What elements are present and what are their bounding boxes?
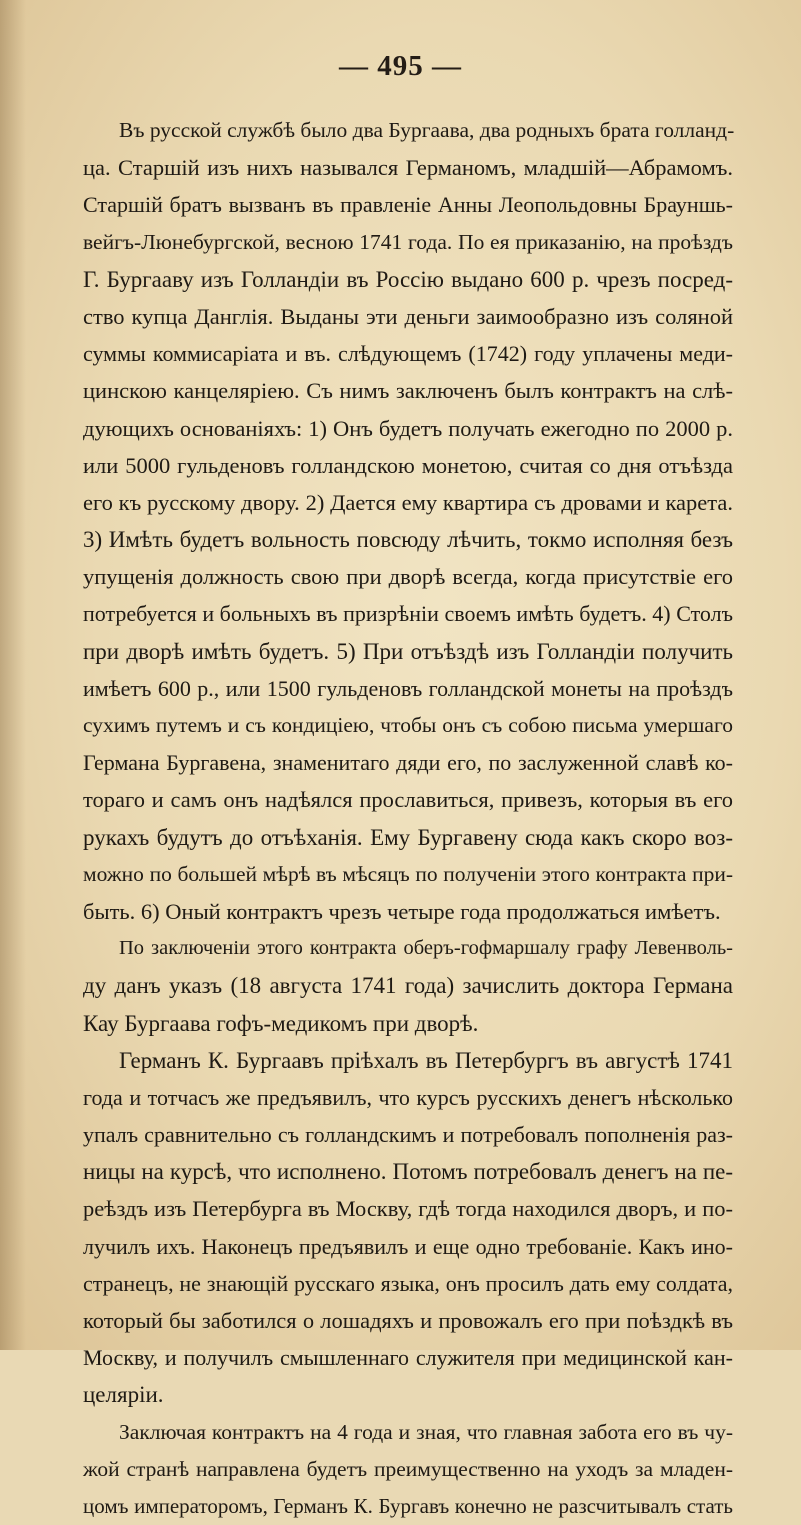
text-line: жой странѣ направлена будетъ преимущественно на уходъ за младен- [83,1456,733,1481]
text-line: цинскою канцеляріею. Съ нимъ заключенъ былъ контрактъ на слѣ- [83,378,733,404]
text-line: дующихъ основаніяхъ: 1) Онъ будетъ получать ежегодно по 2000 р. [83,415,733,441]
text-line: упущенія должность свою при дворѣ всегда, когда присутствіе его [83,564,733,590]
text-line: вейгъ-Люнебургской, весною 1741 года. По ея приказанію, на проѣздъ [83,229,733,254]
page-number: — 495 — [339,50,462,82]
text-line: Москву, и получилъ смышленнаго служителя при медицинской кан- [83,1345,733,1371]
text-line: Въ русской службѣ было два Бургаава, два родныхъ брата голланд- [119,118,735,142]
text-line: тораго и самъ онъ надѣялся прославиться, привезъ, которыя въ его [83,787,733,813]
text-line: можно по большей мѣрѣ въ мѣсяцъ по полученіи этого контракта при- [83,861,733,886]
text-line: потребуется и больныхъ въ призрѣніи своемъ имѣть будетъ. 4) Столъ [83,601,733,627]
text-line: странецъ, не знающій русскаго языка, онъ просилъ дать ему солдата, [83,1270,733,1296]
text-line: Старшій братъ вызванъ въ правленіе Анны Леопольдовны Брауншь- [83,192,733,218]
text-line: лучилъ ихъ. Наконецъ предъявилъ и еще одно требованіе. Какъ ино- [83,1233,733,1259]
text-line: 3) Имѣть будетъ вольность повсюду лѣчить, токмо исполняя безъ [83,527,733,553]
text-line: упалъ сравнительно съ голландскимъ и потребовалъ пополненія раз- [83,1122,733,1148]
text-line: суммы коммисаріата и въ. слѣдующемъ (1742) году уплачены меди- [83,341,733,367]
body-text [83,112,733,1525]
text-line: сухимъ путемъ и съ кондиціею, чтобы онъ съ собою письма умершаго [83,713,733,737]
text-line: ду данъ указъ (18 августа 1741 года) зачислить доктора Германа [83,973,733,999]
text-line: года и тотчасъ же предъявилъ, что курсъ русскихъ денегъ нѣсколько [83,1084,733,1110]
text-line: быть. 6) Оный контрактъ чрезъ четыре года продолжаться имѣетъ. [83,898,721,924]
text-line: ство купца Данглія. Выданы эти деньги заимообразно изъ соляной [83,303,733,329]
text-line: имѣетъ 600 р., или 1500 гульденовъ голландской монеты на проѣздъ [83,675,733,701]
text-line: Г. Бургааву изъ Голландіи въ Россію выдано 600 р. чрезъ посред- [83,266,733,292]
text-line: Заключая контрактъ на 4 года и зная, что главная забота его въ чу- [119,1419,733,1444]
text-line: который бы заботился о лошадяхъ и провожалъ его при поѣздкѣ въ [83,1308,733,1333]
text-line: его къ русскому двору. 2) Дается ему квартира съ дровами и карета. [83,489,733,515]
text-line: при дворѣ имѣть будетъ. 5) При отъѣздѣ изъ Голландіи получить [83,638,733,664]
text-line: Кау Бургаава гофъ-медикомъ при дворѣ. [83,1010,479,1036]
text-line: рукахъ будутъ до отъѣханія. Ему Бургавену сюда какъ скоро воз- [83,824,733,850]
text-line: Германа Бургавена, знаменитаго дяди его, по заслуженной славѣ ко- [83,750,733,776]
text-line: целяріи. [83,1382,164,1408]
text-line: ца. Старшій изъ нихъ назывался Германомъ, младшій—Абрамомъ. [83,155,733,181]
text-line: ницы на курсѣ, что исполнено. Потомъ потребовалъ денегъ на пе- [83,1159,733,1185]
text-line: реѣздъ изъ Петербурга въ Москву, гдѣ тогда находился дворъ, и по- [83,1196,733,1222]
text-line: цомъ императоромъ, Германъ К. Бургавъ конечно не разсчитывалъ стать [83,1493,733,1518]
text-line: или 5000 гульденовъ голландскою монетою, считая со дня отъѣзда [83,452,733,478]
text-line: Германъ К. Бургаавъ пріѣхалъ въ Петербургъ въ августѣ 1741 [119,1047,733,1073]
text-line: По заключеніи этого контракта оберъ-гофмаршалу графу Левенволь- [119,937,733,960]
